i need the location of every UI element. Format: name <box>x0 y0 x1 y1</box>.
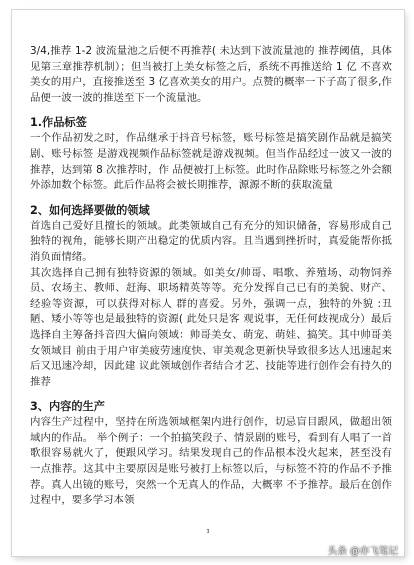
section1-heading: 1.作品标签 <box>30 116 87 130</box>
section2-paragraph-1: 首选自己爱好且擅长的领域。此类领域自己有充分的知识储备，容易形成自己独特的视角，能够长期产出稳定的优质内容。且当遇到挫折时，真爱能帮你抵消负面情绪。 <box>30 219 392 263</box>
section3-body: 内容生产过程中，坚持在所选领域框架内进行创作，切忌盲目跟风，做超出领域内的作品。 举个例子：一个拍搞笑段子、情景剧的账号，看到有人唱了一首歌很容易就火了，便跟风学习。结果发现自己的作品根本没火起来，甚至没有一点推荐。这其中主要原因是账号被打上标签以后，与标签不符的作品不予推荐。真人出镜的账号，突然一个无真人的作品，大概率 不予推荐。最后在创作过程中，要多学习本领 <box>30 416 392 507</box>
page-number: 3 <box>206 529 210 535</box>
page-content <box>30 44 392 509</box>
section1-body: 一个作品初发之时，作品继承于抖音号标签，账号标签是搞笑剧作品就是搞笑剧、账号标签 是游戏视频作品标签就是游戏视频。但当作品经过一波又一波的推荐，达到第 8 次推荐时，作 品便被打上标签。此时作品除账号标签之外会额外添加数个标签。此后作品将会被长期推荐，源源不断的获取流量 <box>30 132 392 192</box>
section3-heading: 3、内容的生产 <box>30 400 105 414</box>
watermark <box>328 543 398 557</box>
intro-paragraph: 3/4,推荐 1-2 波流量池之后便不再推荐( 未达到下波流量池的 推荐阈值，具体见第三章推荐机制）；但当被打上美女标签之后，系统不再推送给 1 亿 不喜欢美女的用户，直接推送至 3 亿喜欢美女的用户。点赞的概率一下子高了很多,作品便一波一波的推送至下一个流量池。 <box>30 45 392 104</box>
document-page <box>12 10 404 556</box>
section2-paragraph-2: 其次选择自己拥有独特资源的领域。如美女/帅哥、唱歌、养殖场、动物饲养员、农场主、教师、赶海、职场精英等等。充分发挥自己已有的美貌、财产、经验等资源，可以获得对标人 群的喜爱。另外，强调一点，独特的外貌 :丑陋、矮小等等也是最独特的资源( 此处只是客 观说事，无任何歧视成分）最后选择自主筹备抖音四大偏向领域：帅哥美女、萌宠、萌娃、搞笑。其中帅哥美女领域目 前由于用户审美疲劳速度快、审美观念更新快导致很多达人迅速起来后又迅速冷却，因此建 议此领域创作者结合才艺、技能等进行创作会有持久的推荐 <box>30 266 392 388</box>
section2-heading: 2、如何选择要做的领域 <box>30 203 150 217</box>
watermark-text: 头条 @亦飞笔记 <box>327 546 398 557</box>
